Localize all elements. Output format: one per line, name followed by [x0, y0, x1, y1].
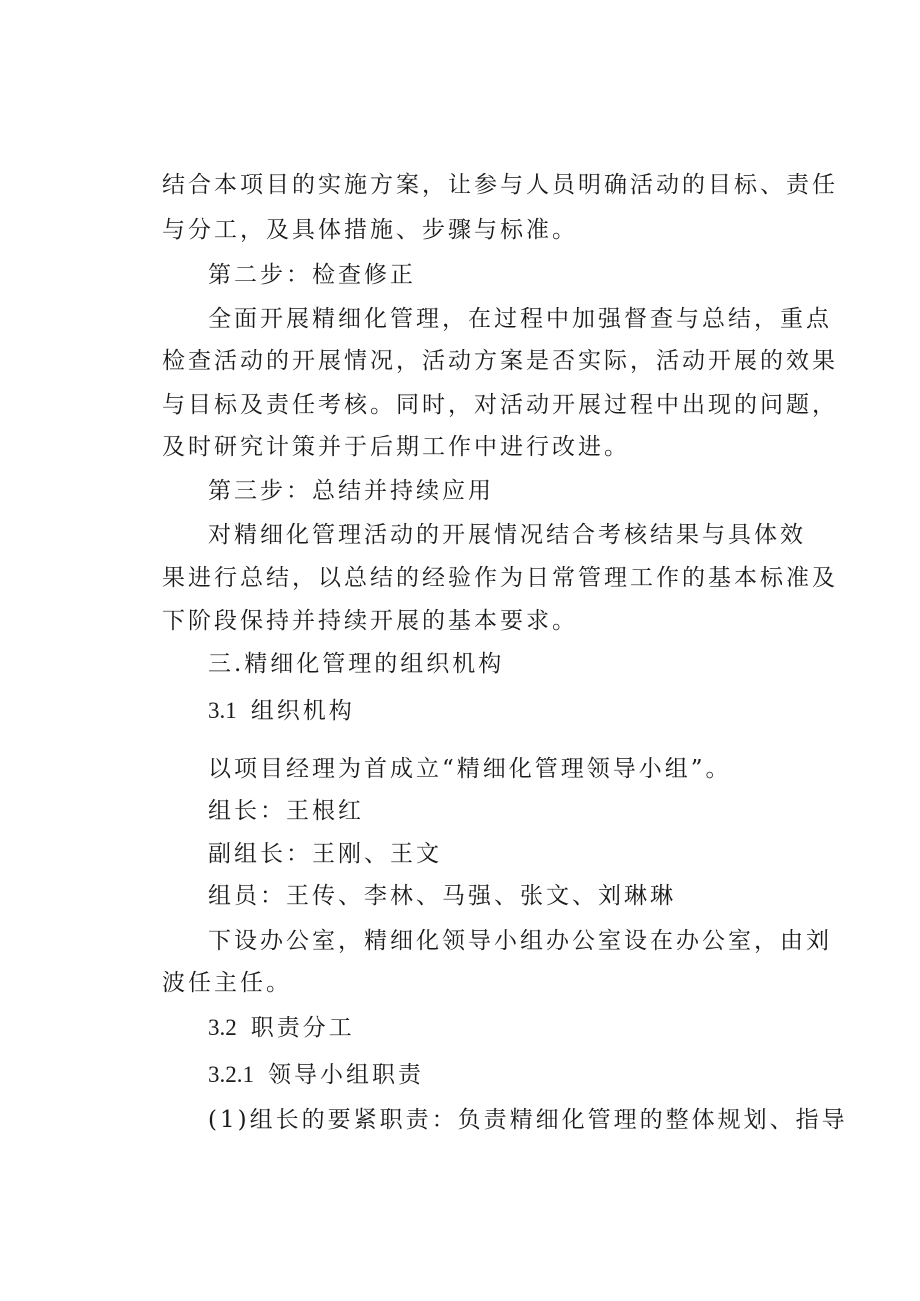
paragraph-line: 全面开展精细化管理，在过程中加强督查与总结，重点: [208, 306, 832, 332]
subsection-heading-3-2: [0, 1013, 920, 1043]
paragraph-line: 及时研究计策并于后期工作中进行改进。: [162, 434, 630, 460]
section-number: 3.2.1: [208, 1062, 254, 1087]
section-title: 职责分工: [250, 1015, 355, 1041]
section-heading-3: 三.精细化管理的组织机构: [208, 651, 505, 677]
section-number: 3.1: [208, 698, 237, 723]
section-number: 3.2: [208, 1015, 237, 1040]
step-heading-2: 第二步：检查修正: [208, 262, 416, 288]
step-heading-3: 第三步：总结并持续应用: [208, 478, 494, 504]
paragraph-line: 与分工，及具体措施、步骤与标准。: [162, 217, 578, 243]
paragraph-line: 下阶段保持并持续开展的基本要求。: [162, 608, 578, 634]
deputy-leader-line: 副组长：王刚、王文: [208, 841, 442, 867]
members-line: 组员：王传、李林、马强、张文、刘琳琳: [208, 883, 676, 909]
duty-item-line: (1)组长的要紧职责：负责精细化管理的整体规划、指导: [208, 1107, 848, 1133]
paragraph-line: 波任主任。: [162, 970, 292, 996]
section-title: 组织机构: [250, 698, 355, 724]
paragraph-line: 以项目经理为首成立“精细化管理领导小组”。: [208, 756, 732, 782]
paragraph-line: 检查活动的开展情况，活动方案是否实际，活动开展的效果: [162, 348, 838, 374]
paragraph-line: 果进行总结，以总结的经验作为日常管理工作的基本标准及: [162, 565, 838, 591]
subsection-heading-3-1: [0, 696, 920, 726]
paragraph-line: 下设办公室，精细化领导小组办公室设在办公室，由刘: [208, 928, 832, 954]
paragraph-line: 对精细化管理活动的开展情况结合考核结果与具体效: [208, 522, 806, 548]
subsection-heading-3-2-1: [0, 1060, 920, 1090]
paragraph-line: 结合本项目的实施方案，让参与人员明确活动的目标、责任: [162, 172, 838, 198]
paragraph-line: 与目标及责任考核。同时，对活动开展过程中出现的问题，: [162, 392, 838, 418]
leader-line: 组长：王根红: [208, 798, 364, 824]
section-title: 领导小组职责: [268, 1062, 424, 1088]
